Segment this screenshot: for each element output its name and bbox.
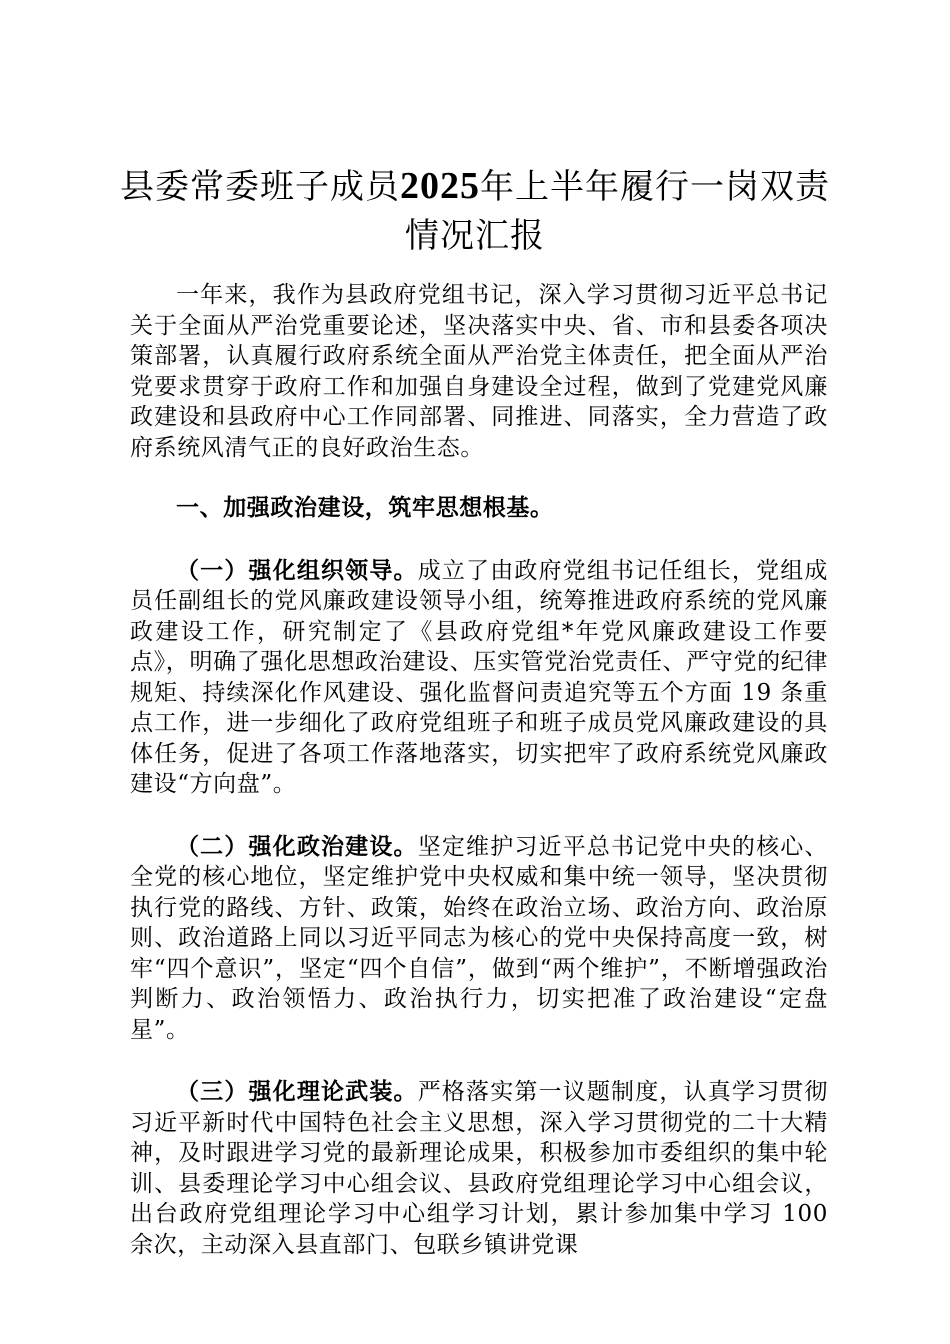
title-part1: 县委常委班子成员 — [120, 167, 400, 207]
item-paragraph-2 — [130, 832, 828, 1046]
item-heading-3: （三）强化理论武装。 — [176, 1079, 418, 1105]
intro-paragraph: 一年来，我作为县政府党组书记，深入学习贯彻习近平总书记关于全面从严治党重要论述，坚决落实中央、省、市和县委各项决策部署，认真履行政府系统全面从严治党主体责任，把全面从严治党要求贯穿于政府工作和加强自身建设全过程，做到了党建党风廉政建设和县政府中心工作同部署、同推进、同落实，全力营造了政府系统风清气正的良好政治生态。 — [130, 282, 828, 461]
item-text-2: 坚定维护习近平总书记党中央的核心、全党的核心地位，坚定维护党中央权威和集中统一领导，坚决贯彻执行党的路线、方针、政策，始终在政治立场、政治方向、政治原则、政治道路上同以习近平同志为核心的党中央保持高度一致，树牢“四个意识”，坚定“四个自信”，做到“两个维护”，不断增强政治判断力、政治领悟力、政治执行力，切实把准了政治建设“定盘星”。 — [130, 833, 829, 1043]
item-heading-2: （二）强化政治建设。 — [176, 833, 418, 860]
document-title — [120, 162, 830, 261]
item-text-3: 严格落实第一议题制度，认真学习贯彻习近平新时代中国特色社会主义思想，深入学习贯彻党的二十大精神，及时跟进学习党的最新理论成果，积极参加市委组织的集中轮训、县委理论学习中心组会议、县政府党组理论学习中心组会议，出台政府党组理论学习中心组学习计划，累计参加集中学习 100 余次，主动深入县直部门、包联乡镇讲党课 — [130, 1079, 829, 1258]
item-text-1: 成立了由政府党组书记任组长，党组成员任副组长的党风廉政建设领导小组，统筹推进政府系统的党风廉政建设工作，研究制定了《县政府党组*年党风廉政建设工作要点》，明确了强化思想政治建设、压实管党治党责任、严守党的纪律规矩、持续深化作风建设、强化监督问责追究等五个方面 19 条重点工作，进一步细化了政府党组班子和班子成员党风廉政建设的具体任务，促进了各项工作落地落实，切实把牢了政府系统党风廉政建设“方向盘”。 — [130, 557, 829, 797]
title-year: 2025 — [400, 165, 480, 207]
document-body — [130, 280, 828, 1260]
item-paragraph-3 — [130, 1077, 828, 1260]
item-heading-1: （一）强化组织领导。 — [176, 557, 418, 584]
item-paragraph-1 — [130, 556, 828, 800]
title-part2: 年上半年履行一岗双责情况汇报 — [405, 167, 830, 256]
section-heading: 一、加强政治建设，筑牢思想根基。 — [176, 495, 554, 521]
